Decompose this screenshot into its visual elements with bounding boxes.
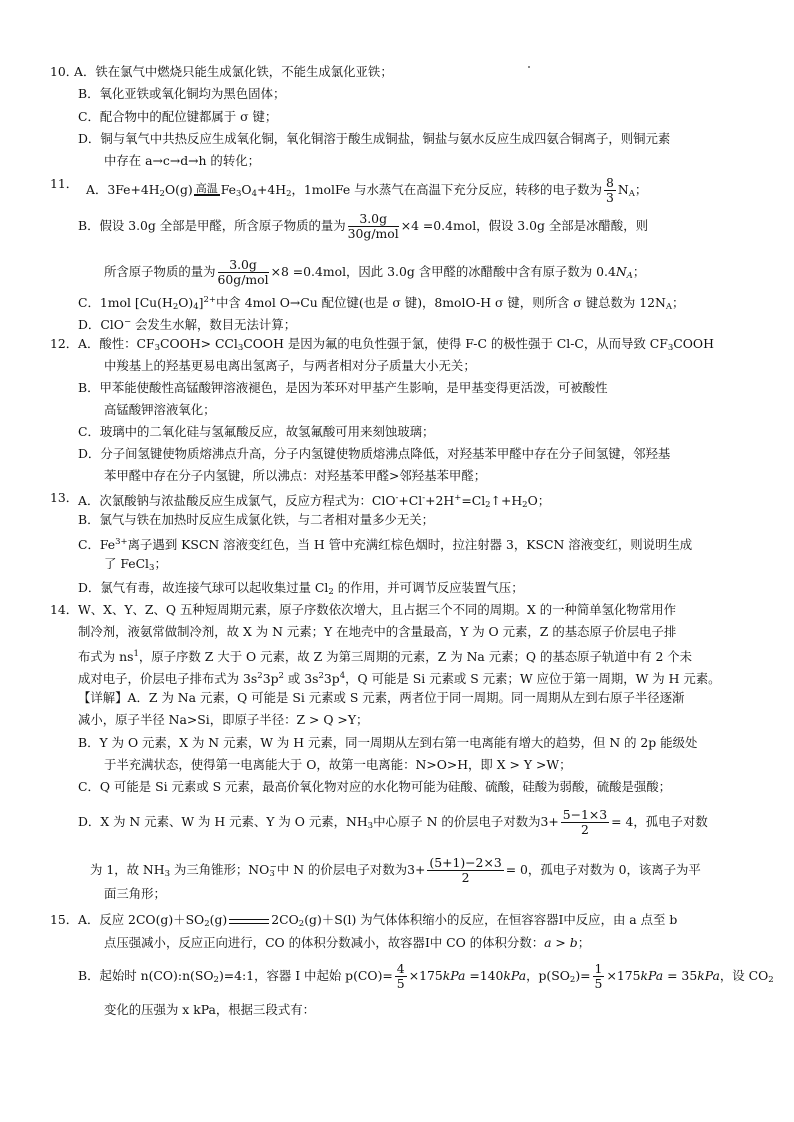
q12-option-d-line2: 苯甲醛中存在分子内氢键，所以沸点：对羟基苯甲醛>邻羟基苯甲醛； [104, 468, 487, 483]
fraction-3g-30gmol: $\frac{3.0g}{\text{30g/mol}}$ [347, 211, 399, 241]
q14-option-d-line2: 为 1，故 $NH_3$ 为三角锥形；$NO_3^-$中 N 的价层电子对数为3+ $\frac{(5+1)-2\times 3}{2}$ = 0，孤电子对数为 0，该离子为平 [90, 855, 701, 885]
q11-option-c: C．1mol $[Cu(H_2O)_4]^{2+}$中含 4mol O→Cu 配位键(也是 σ 键)，8molO-H σ 键，则所含 σ 键总数为 $12N_A$； [78, 295, 685, 312]
scan-speck [528, 66, 530, 68]
q12-option-b-line2: 高锰酸钾溶液氧化； [104, 402, 216, 417]
q14-option-b-line2: 于半充满状态，使得第一电离能大于 O，故第一电离能：N>O>H，即 X > Y >W； [104, 757, 572, 772]
q11-option-b-line1: B．假设 3.0g 全部是甲醛，所含原子物质的量为 $\frac{3.0g}{\text{30g/mol}}$ ×4 =0.4mol，假设 3.0g 全部是冰醋酸，则 [78, 211, 648, 241]
q12-option-c: C．玻璃中的二氧化硅与氢氟酸反应，故氢氟酸可用来刻蚀玻璃； [78, 424, 435, 439]
q12-number: 12． [50, 336, 79, 351]
q14-line-3: 布式为 $ns^1$，原子序数 Z 大于 O 元素，故 Z 为第三周期的元素，Z 为 Na 元素；Q 的基态原子轨道中有 2 个未 [78, 649, 693, 664]
q10-option-a: A．铁在氯气中燃烧只能生成氯化铁，不能生成氯化亚铁； [74, 64, 393, 79]
fraction-nh3-vsepr: $\frac{5-1\times 3}{2}$ [562, 807, 608, 837]
q10-option-d-line2: 中存在 a→c→d→h 的转化； [104, 153, 260, 168]
fraction-1-5: $\frac{1}{5}$ [594, 961, 603, 991]
q10-option-d-line1: D．铜与氧气中共热反应生成氧化铜，氧化铜溶于酸生成铜盐，铜盐与氨水反应生成四氨合铜离子，则铜元素 [78, 131, 671, 146]
equilibrium-arrow-icon [229, 917, 269, 925]
q14-line-2: 制冷剂，液氨常做制冷剂，故 X 为 N 元素；Y 在地壳中的含量最高，Y 为 O 元素，Z 的基态原子价层电子排 [78, 624, 677, 639]
q10-number: 10． [50, 64, 79, 79]
q14-option-d-line3: 面三角形； [104, 886, 166, 901]
q15-option-b-line2: 变化的压强为 x kPa，根据三段式有： [104, 1002, 316, 1017]
q12-option-d-line1: D．分子间氢键使物质熔沸点升高，分子内氢键使物质熔沸点降低，对羟基苯甲醛中存在分子间氢键，邻羟基 [78, 446, 671, 461]
q13-option-b: B．氯气与铁在加热时反应生成氯化铁，与二者相对量多少无关； [78, 512, 435, 527]
fraction-8-3: $\frac{8}{3}$ [605, 175, 614, 205]
high-temp-arrow: 高温 [194, 183, 220, 198]
q11-number: 11． [50, 176, 79, 191]
exam-answer-page: 10． A．铁在氯气中燃烧只能生成氯化铁，不能生成氯化亚铁； B．氧化亚铁或氧化铜均为黑色固体； C．配合物中的配位键都属于 σ 键； D．铜与氧气中共热反应生成氧化铜，氧化铜溶于酸生成铜盐，铜盐与氨水反应生成四氨合铜离子，则铜元素 中存在 a→c→d→h 的转化； 11． A．$3Fe+4H_2O(g)$ 高温 $Fe_3O_4+4H_2$，1molFe 与水蒸气在高温下充分反应，转移的电子数为 $\frac{8}{3}$ $N_A$； B．假设 3.0g 全部是甲醛，所含原子物质的量为 $\frac{3.0g}{\text{30g/mol}}$ ×4 =0.4mol，假设 3.0g 全部是冰醋酸，则 所含原子物质的量为 $\frac{3.0g}{\text{60g/mol}}$ ×8 =0.4mol，因此 3.0g 含甲醛的冰醋酸中含有原子数为 $0.4N_A$； C．1mol $[Cu(H_2O)_4]^{2+}$中含 4mol O→Cu 配位键(也是 σ 键)，8molO-H σ 键，则所含 σ 键总数为 $12N_A$； D．ClO− 会发生水解，数目无法计算； 12． A．酸性：$CF_3COOH>$ CCl$_3$COOH 是因为氟的电负性强于氯，使得 F-C 的极性强于 Cl-C，从而导致 $CF_3COOH$ 中羧基上的羟基更易电离出氢离子，与两者相对分子质量大小无关； B．甲苯能使酸性高锰酸钾溶液褪色，是因为苯环对甲基产生影响，是甲基变得更活泼，可被酸性 高锰酸钾溶液氧化； C．玻璃中的二氧化硅与氢氟酸反应，故氢氟酸可用来刻蚀玻璃； D．分子间氢键使物质熔沸点升高，分子内氢键使物质熔沸点降低，对羟基苯甲醛中存在分子间氢键，邻羟基 苯甲醛中存在分子内氢键，所以沸点：对羟基苯甲醛>邻羟基苯甲醛； 13． A．次氯酸钠与浓盐酸反应生成氯气，反应方程式为：$ClO^-+Cl^-+2H^+=Cl_2↑+H_2O$； B．氯气与铁在加热时反应生成氯化铁，与二者相对量多少无关； C．$Fe^{3+}$离子遇到 KSCN 溶液变红色，当 H 管中充满红棕色烟时，拉注射器 3，KSCN 溶液变红，则说明生成 了 FeCl$_3$； D．氯气有毒，故连接气球可以起收集过量 $Cl_2$ 的作用，并可调节反应装置气压； 14． W、X、Y、Z、Q 五种短周期元素，原子序数依次增大，且占据三个不同的周期。X 的一种简单氢化物常用作 制冷剂，液氨常做制冷剂，故 X 为 N 元素；Y 在地壳中的含量最高，Y 为 O 元素，Z 的基态原子价层电子排 布式为 $ns^1$，原子序数 Z 大于 O 元素，故 Z 为第三周期的元素，Z 为 Na 元素；Q 的基态原子轨道中有 2 个未 成对电子，价层电子排布式为 $3s^23p^2$ 或 $3s^23p^4$，Q 可能是 Si 元素或 S 元素；W 应位于第一周期，W 为 H 元素。 【详解】A．Z 为 Na 元素，Q 可能是 Si 元素或 S 元素，两者位于同一周期。同一周期从左到右原子半径逐渐 减小，原子半径 Na>Si，即原子半径：Z > Q >Y； B．Y 为 O 元素，X 为 N 元素，W 为 H 元素，同一周期从左到右第一电离能有增大的趋势，但 N 的 2p 能级处 于半充满状态，使得第一电离能大于 O，故第一电离能：N>O>H，即 X > Y >W； C．Q 可能是 Si 元素或 S 元素，最高价氧化物对应的水化物可能为硅酸、硫酸，硅酸为弱酸，硫酸是强酸； D．X 为 N 元素、W 为 H 元素、Y 为 O 元素，$NH_3$中心原子 N 的价层电子对数为3+ $\frac{5-1\times 3}{2}$ = 4，孤电子对数 为 1，故 $NH_3$ 为三角锥形；$NO_3^-$中 N 的价层电子对数为3+ $\frac{(5+1)-2\times 3}{2}$ = 0，孤电子对数为 0，该离子为平 面三角形； 15． A．反应 $2CO(g)+SO_2(g)$ $2CO_2(g)+S(l)$ 为气体体积缩小的反应，在恒容容器Ⅰ中反应，由 a 点至 b 点压强减小，反应正向进行，CO 的体积分数减小，故容器Ⅰ中 CO 的体积分数：a > b； B．起始时 $n(CO):n(SO_2)=4:1$，容器 I 中起始 p(CO)= $\frac{4}{5}$ ×175kPa =140kPa，$p(SO_2)=$ $\frac{1}{5}$ ×175kPa = 35kPa，设 $CO_2$ 变化的压强为 x kPa，根据三段式有： [50, 64, 774, 1017]
q10-option-b: B．氧化亚铁或氧化铜均为黑色固体； [78, 86, 286, 101]
q13-option-c-line2: 了 FeCl$_3$； [104, 556, 167, 573]
q14-detail-a-line2: 减小，原子半径 Na>Si，即原子半径：Z > Q >Y； [78, 712, 369, 727]
q13-option-a: A．次氯酸钠与浓盐酸反应生成氯气，反应方程式为：$ClO^-+Cl^-+2H^+=Cl_2↑+H_2O$； [78, 493, 551, 510]
q12-option-b-line1: B．甲苯能使酸性高锰酸钾溶液褪色，是因为苯环对甲基产生影响，是甲基变得更活泼，可被酸性 [78, 380, 608, 395]
q10-option-c: C．配合物中的配位键都属于 σ 键； [78, 109, 278, 124]
q13-option-d: D．氯气有毒，故连接气球可以起收集过量 $Cl_2$ 的作用，并可调节反应装置气压； [78, 580, 524, 597]
q15-number: 15． [50, 912, 79, 927]
q14-option-c: C．Q 可能是 Si 元素或 S 元素，最高价氧化物对应的水化物可能为硅酸、硫酸，硅酸为弱酸，硫酸是强酸； [78, 779, 672, 794]
q14-detail-a-line1: 【详解】A．Z 为 Na 元素，Q 可能是 Si 元素或 S 元素，两者位于同一周期。同一周期从左到右原子半径逐渐 [78, 690, 685, 705]
q13-option-c-line1: C．$Fe^{3+}$离子遇到 KSCN 溶液变红色，当 H 管中充满红棕色烟时，拉注射器 3，KSCN 溶液变红，则说明生成 [78, 537, 693, 552]
q14-option-b-line1: B．Y 为 O 元素，X 为 N 元素，W 为 H 元素，同一周期从左到右第一电离能有增大的趋势，但 N 的 2p 能级处 [78, 735, 698, 750]
fraction-no3-vsepr: $\frac{(5+1)-2\times 3}{2}$ [429, 855, 502, 885]
q15-option-a-line1: A．反应 $2CO(g)+SO_2(g)$ $2CO_2(g)+S(l)$ 为气体体积缩小的反应，在恒容容器Ⅰ中反应，由 a 点至 b [78, 912, 678, 929]
q11-option-d: D．ClO− 会发生水解，数目无法计算； [78, 317, 297, 332]
q14-line-4: 成对电子，价层电子排布式为 $3s^23p^2$ 或 $3s^23p^4$，Q 可能是 Si 元素或 S 元素；W 应位于第一周期，W 为 H 元素。 [78, 671, 721, 686]
q14-number: 14． [50, 602, 79, 617]
fraction-4-5: $\frac{4}{5}$ [396, 961, 405, 991]
fraction-3g-60gmol: $\frac{3.0g}{\text{60g/mol}}$ [217, 257, 269, 287]
q12-option-a-line1: A．酸性：$CF_3COOH>$ CCl$_3$COOH 是因为氟的电负性强于氯，使得 F-C 的极性强于 Cl-C，从而导致 $CF_3COOH$ [78, 336, 714, 353]
q13-number: 13． [50, 490, 79, 505]
q11-option-b-line2: 所含原子物质的量为 $\frac{3.0g}{\text{60g/mol}}$ ×8 =0.4mol，因此 3.0g 含甲醛的冰醋酸中含有原子数为 $0.4N_A$； [104, 257, 646, 287]
q15-option-a-line2: 点压强减小，反应正向进行，CO 的体积分数减小，故容器Ⅰ中 CO 的体积分数：a > b； [104, 935, 591, 950]
q14-option-d-line1: D．X 为 N 元素、W 为 H 元素、Y 为 O 元素，$NH_3$中心原子 N 的价层电子对数为3+ $\frac{5-1\times 3}{2}$ = 4，孤电子对数 [78, 807, 708, 837]
q15-option-b-line1: B．起始时 $n(CO):n(SO_2)=4:1$，容器 I 中起始 p(CO)= $\frac{4}{5}$ ×175kPa =140kPa，$p(SO_2)=$ $\frac{1}{5}$ ×175kPa = 35kPa，设 $CO_2$ [78, 961, 774, 991]
q11-option-a: A．$3Fe+4H_2O(g)$ 高温 $Fe_3O_4+4H_2$，1molFe 与水蒸气在高温下充分反应，转移的电子数为 $\frac{8}{3}$ $N_A$； [86, 175, 648, 205]
q12-option-a-line2: 中羧基上的羟基更易电离出氢离子，与两者相对分子质量大小无关； [104, 358, 476, 373]
